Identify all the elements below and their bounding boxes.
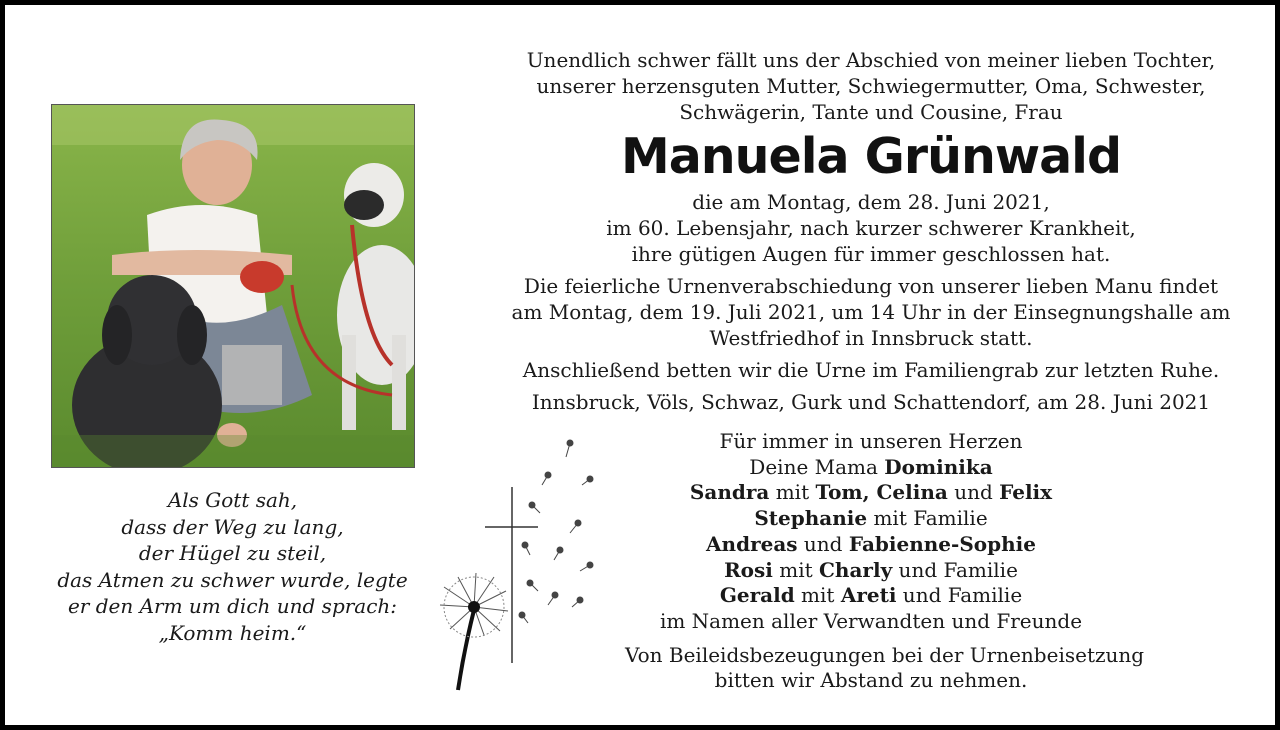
- cross-dandelion-icon: [430, 435, 625, 695]
- poem-line: das Atmen zu schwer wurde, legte: [57, 567, 408, 592]
- portrait-photo: [51, 104, 415, 468]
- announcement-text: [495, 47, 1247, 415]
- closing-line: bitten wir Abstand zu nehmen.: [714, 668, 1028, 693]
- closing-line: Von Beileidsbezeugungen bei der Urnenbeisetzung: [625, 642, 1145, 667]
- poem-line: Als Gott sah,: [167, 488, 298, 512]
- death-notice-line: ihre gütigen Augen für immer geschlossen hat.: [631, 242, 1111, 266]
- poem-line: „Komm heim.“: [158, 620, 307, 645]
- burial-line: Anschließend betten wir die Urne im Familiengrab zur letzten Ruhe.: [522, 358, 1220, 382]
- photo-illustration: [52, 105, 414, 467]
- memorial-poem: [45, 487, 420, 646]
- family-line: Rosi mit Charly und Familie: [724, 557, 1018, 582]
- ceremony-line: Westfriedhof in Innsbruck statt.: [709, 326, 1033, 350]
- poem-line: dass der Weg zu lang,: [121, 514, 344, 539]
- family-footer: im Namen aller Verwandten und Freunde: [659, 608, 1083, 633]
- poem-line: der Hügel zu steil,: [138, 541, 327, 565]
- death-notice-line: im 60. Lebensjahr, nach kurzer schwerer Krankheit,: [606, 216, 1136, 240]
- ceremony-line: Die feierliche Urnenverabschiedung von unserer lieben Manu findet: [523, 274, 1219, 298]
- poem-line: er den Arm um dich und sprach:: [67, 594, 398, 618]
- deceased-name: Manuela Grünwald: [620, 128, 1122, 185]
- death-notice-line: die am Montag, dem 28. Juni 2021,: [692, 190, 1050, 214]
- family-line: Sandra mit Tom, Celina und Felix: [689, 480, 1053, 505]
- intro-line: unserer herzensguten Mutter, Schwiegermutter, Oma, Schwester,: [536, 74, 1206, 98]
- family-line: Andreas und Fabienne-Sophie: [706, 531, 1036, 556]
- family-line: Deine Mama Dominika: [749, 454, 993, 479]
- family-heading: Für immer in unseren Herzen: [719, 429, 1023, 453]
- place-date-line: Innsbruck, Völs, Schwaz, Gurk und Schattendorf, am 28. Juni 2021: [531, 390, 1211, 414]
- family-line: Stephanie mit Familie: [754, 506, 988, 531]
- intro-line: Schwägerin, Tante und Cousine, Frau: [679, 100, 1063, 124]
- ceremony-line: am Montag, dem 19. Juli 2021, um 14 Uhr in der Einsegnungshalle am: [511, 300, 1231, 324]
- family-line: Gerald mit Areti und Familie: [719, 583, 1023, 608]
- family-signatures: [625, 429, 1145, 694]
- intro-line: Unendlich schwer fällt uns der Abschied von meiner lieben Tochter,: [526, 48, 1216, 72]
